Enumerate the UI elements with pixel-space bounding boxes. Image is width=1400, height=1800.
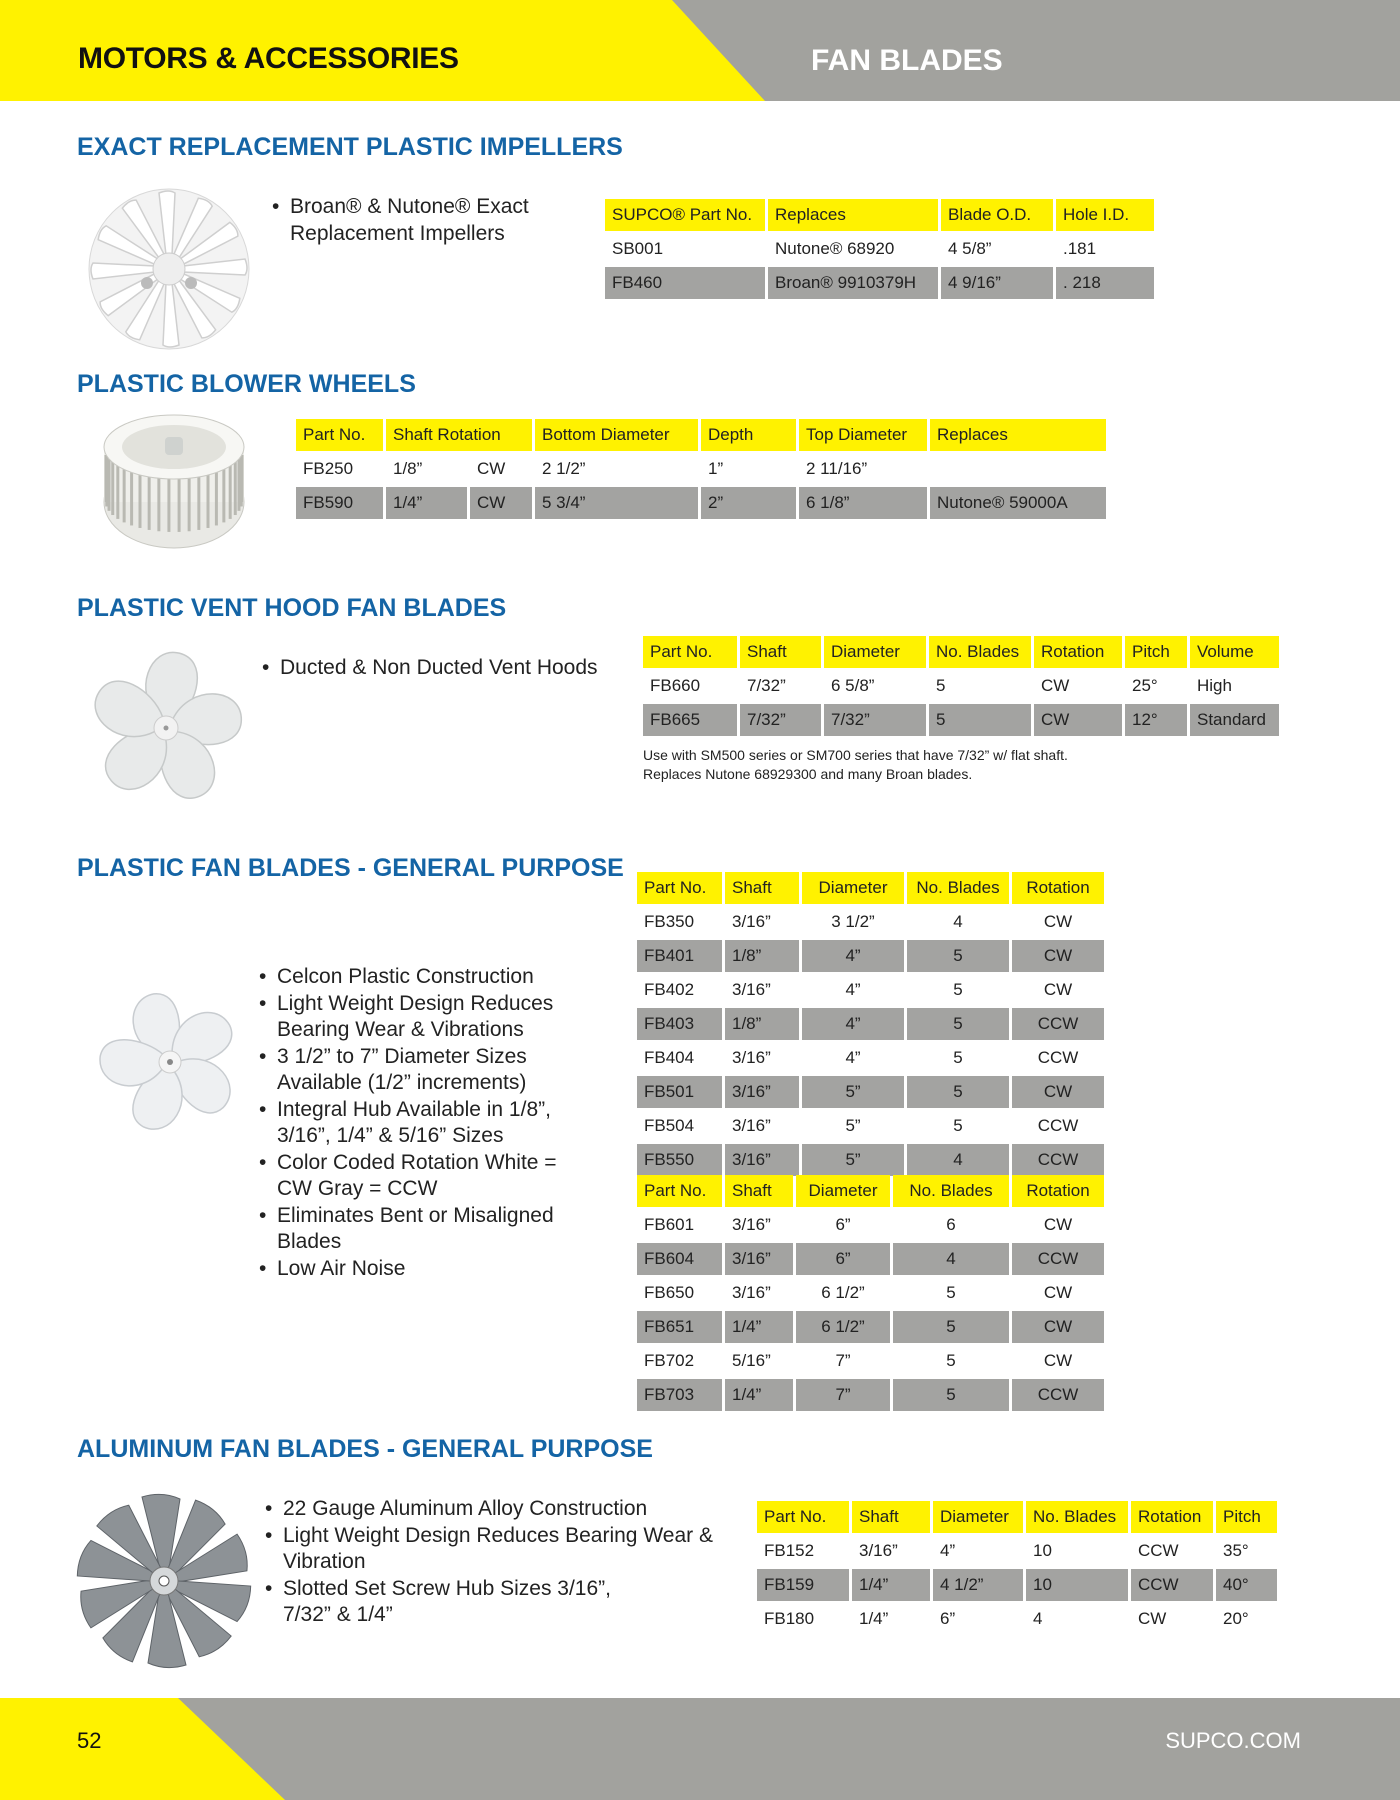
table-cell: CW (470, 451, 532, 485)
table-cell: 1/4” (852, 1567, 930, 1601)
table-row (637, 972, 1104, 1006)
table-cell: 4” (802, 972, 904, 1006)
column-header: No. Blades (893, 1175, 1009, 1207)
column-header: Pitch (1125, 636, 1187, 668)
table-cell: 5 (907, 972, 1009, 1006)
table-cell: 20° (1216, 1601, 1277, 1635)
table-cell: CW (1012, 1207, 1104, 1241)
aluminum-table (754, 1501, 1280, 1635)
table-cell: CCW (1012, 1142, 1104, 1176)
table-cell: 3/16” (725, 1241, 793, 1275)
aluminum-features (265, 1496, 745, 1629)
table-cell: 6” (933, 1601, 1023, 1635)
table-header-row (605, 199, 1154, 231)
table-row (637, 1006, 1104, 1040)
table-cell: 5 (893, 1275, 1009, 1309)
feature-item: • Celcon Plastic Construction (259, 964, 589, 991)
table-cell: FB460 (605, 265, 765, 299)
table-row (296, 451, 1106, 485)
table-cell: 7/32” (824, 702, 926, 736)
table-cell: SB001 (605, 231, 765, 265)
table-cell: 1” (701, 451, 796, 485)
table-cell: FB590 (296, 485, 383, 519)
table-row (643, 702, 1279, 736)
table-cell: FB651 (637, 1309, 722, 1343)
table-row (637, 1142, 1104, 1176)
column-header: Blade O.D. (941, 199, 1053, 231)
table-cell: 5/16” (725, 1343, 793, 1377)
table-cell: 4 1/2” (933, 1567, 1023, 1601)
column-header: Diameter (802, 872, 904, 904)
column-header: Diameter (824, 636, 926, 668)
table-cell: 2 1/2” (535, 451, 698, 485)
table-cell: 1/8” (725, 1006, 799, 1040)
table-cell: 4” (802, 1006, 904, 1040)
table-cell: FB501 (637, 1074, 722, 1108)
table-cell: . 218 (1056, 265, 1154, 299)
table-cell: FB703 (637, 1377, 722, 1411)
table-cell: CCW (1012, 1040, 1104, 1074)
table-cell: 5” (802, 1074, 904, 1108)
category-title: FAN BLADES (811, 44, 1003, 77)
table-cell: FB601 (637, 1207, 722, 1241)
table-cell: High (1190, 668, 1279, 702)
column-header: Rotation (1034, 636, 1122, 668)
table-cell: CW (470, 485, 532, 519)
column-header: Volume (1190, 636, 1279, 668)
general-features (259, 964, 589, 1282)
impellers-heading: EXACT REPLACEMENT PLASTIC IMPELLERS (77, 133, 623, 161)
table-cell: 5 (929, 668, 1031, 702)
table-cell: 1/4” (852, 1601, 930, 1635)
table-header-row (757, 1501, 1277, 1533)
website-link[interactable]: SUPCO.COM (1165, 1728, 1301, 1753)
table-cell: CW (1034, 702, 1122, 736)
venthood-note: Replaces Nutone 68929300 and many Broan blades. (643, 766, 973, 782)
table-cell: 3/16” (725, 1207, 793, 1241)
table-cell: 5 (907, 1040, 1009, 1074)
column-header: Part No. (643, 636, 737, 668)
table-row (757, 1601, 1277, 1635)
table-cell: FB403 (637, 1006, 722, 1040)
table-cell: 4” (802, 1040, 904, 1074)
table-cell: CW (1034, 668, 1122, 702)
column-header: Rotation (1131, 1501, 1213, 1533)
table-cell: 12° (1125, 702, 1187, 736)
vent-hood-fan-image (86, 648, 246, 808)
column-header: Depth (701, 419, 796, 451)
table-row (637, 1040, 1104, 1074)
column-header: Shaft (852, 1501, 930, 1533)
table-cell: 25° (1125, 668, 1187, 702)
table-cell: 6” (796, 1241, 890, 1275)
table-cell: 4” (802, 938, 904, 972)
column-header: Part No. (637, 872, 722, 904)
column-header: Part No. (296, 419, 383, 451)
table-cell: 1/4” (386, 485, 467, 519)
table-row (637, 1275, 1104, 1309)
table-cell: 1/4” (725, 1377, 793, 1411)
aluminum-heading: ALUMINUM FAN BLADES - GENERAL PURPOSE (77, 1435, 653, 1463)
column-header: No. Blades (929, 636, 1031, 668)
table-row (605, 265, 1154, 299)
table-cell: 10 (1026, 1567, 1128, 1601)
column-header: Part No. (637, 1175, 722, 1207)
table-row (296, 485, 1106, 519)
table-cell: FB402 (637, 972, 722, 1006)
aluminum-fan-blade-image (75, 1492, 253, 1670)
venthood-heading: PLASTIC VENT HOOD FAN BLADES (77, 594, 507, 622)
table-row (757, 1533, 1277, 1567)
table-cell: 5 (893, 1377, 1009, 1411)
table-cell: CW (1012, 1309, 1104, 1343)
table-row (637, 1343, 1104, 1377)
table-cell: Broan® 9910379H (768, 265, 938, 299)
table-cell: 3/16” (725, 1108, 799, 1142)
table-row (637, 938, 1104, 972)
table-cell: .181 (1056, 231, 1154, 265)
feature-item: • Eliminates Bent or Misaligned Blades (259, 1203, 589, 1256)
table-row (637, 1108, 1104, 1142)
plastic-fan-blade-image (92, 987, 247, 1137)
general-purpose-table-1 (634, 872, 1107, 1176)
feature-item: • Slotted Set Screw Hub Sizes 3/16”, 7/32” & 1/4” (265, 1576, 745, 1629)
feature-item: • Broan® & Nutone® Exact Replacement Impellers (272, 194, 552, 247)
table-cell: 4 (907, 904, 1009, 938)
table-row (637, 1309, 1104, 1343)
table-cell: 4 (1026, 1601, 1128, 1635)
column-header: Rotation (1012, 1175, 1104, 1207)
column-header: Shaft Rotation (386, 419, 532, 451)
table-cell: CW (1012, 938, 1104, 972)
table-cell: 5 (907, 938, 1009, 972)
feature-item: • Ducted & Non Ducted Vent Hoods (262, 655, 642, 682)
column-header: No. Blades (907, 872, 1009, 904)
feature-item: • Light Weight Design Reduces Bearing Wear & Vibration (265, 1523, 745, 1576)
table-cell: CCW (1012, 1377, 1104, 1411)
column-header: Bottom Diameter (535, 419, 698, 451)
table-cell: 6 1/2” (796, 1275, 890, 1309)
table-cell: 3/16” (725, 1040, 799, 1074)
column-header: SUPCO® Part No. (605, 199, 765, 231)
table-cell: CW (1131, 1601, 1213, 1635)
column-header: Pitch (1216, 1501, 1277, 1533)
table-cell: 5 (893, 1343, 1009, 1377)
table-cell: 7” (796, 1343, 890, 1377)
table-cell: FB159 (757, 1567, 849, 1601)
table-cell: FB180 (757, 1601, 849, 1635)
table-cell: CW (1012, 904, 1104, 938)
general-heading: PLASTIC FAN BLADES - GENERAL PURPOSE (77, 854, 624, 882)
table-cell: 1/8” (386, 451, 467, 485)
table-cell: 5 (929, 702, 1031, 736)
table-cell: 40° (1216, 1567, 1277, 1601)
column-header: Replaces (930, 419, 1106, 451)
table-row (637, 1074, 1104, 1108)
table-header-row (637, 872, 1104, 904)
table-row (757, 1567, 1277, 1601)
table-cell: 3 1/2” (802, 904, 904, 938)
table-cell: 4 (907, 1142, 1009, 1176)
table-row (605, 231, 1154, 265)
table-cell: FB404 (637, 1040, 722, 1074)
table-header-row (296, 419, 1106, 451)
table-cell: 5” (802, 1142, 904, 1176)
column-header: Rotation (1012, 872, 1104, 904)
table-cell: 10 (1026, 1533, 1128, 1567)
feature-item: • Low Air Noise (259, 1256, 589, 1283)
column-header: Diameter (933, 1501, 1023, 1533)
column-header: Diameter (796, 1175, 890, 1207)
table-cell: CW (1012, 1275, 1104, 1309)
table-cell: FB660 (643, 668, 737, 702)
blower-wheel-image (101, 407, 247, 551)
table-cell: CCW (1131, 1533, 1213, 1567)
table-cell: 6 1/2” (796, 1309, 890, 1343)
table-cell: CW (1012, 972, 1104, 1006)
table-cell: 7/32” (740, 702, 821, 736)
table-cell: 4” (933, 1533, 1023, 1567)
table-cell: 6 5/8” (824, 668, 926, 702)
table-cell: FB504 (637, 1108, 722, 1142)
column-header: Shaft (740, 636, 821, 668)
table-cell: 5” (802, 1108, 904, 1142)
page-number: 52 (77, 1728, 102, 1753)
feature-item: • 3 1/2” to 7” Diameter Sizes Available (1/2” increments) (259, 1044, 589, 1097)
table-cell: 5 (907, 1074, 1009, 1108)
impellers-table (602, 199, 1157, 299)
table-cell: Nutone® 68920 (768, 231, 938, 265)
table-cell: FB152 (757, 1533, 849, 1567)
table-cell: CW (1012, 1343, 1104, 1377)
vent-hood-table (640, 636, 1282, 736)
feature-item: • Color Coded Rotation White = CW Gray = CCW (259, 1150, 589, 1203)
table-row (643, 668, 1279, 702)
column-header: No. Blades (1026, 1501, 1128, 1533)
table-cell: 3/16” (725, 972, 799, 1006)
table-cell: 5 (907, 1006, 1009, 1040)
impellers-features (272, 194, 552, 247)
table-cell: FB604 (637, 1241, 722, 1275)
table-row (637, 1207, 1104, 1241)
table-cell: FB702 (637, 1343, 722, 1377)
table-cell: 4 9/16” (941, 265, 1053, 299)
column-header: Top Diameter (799, 419, 927, 451)
table-cell: 3/16” (725, 904, 799, 938)
column-header: Hole I.D. (1056, 199, 1154, 231)
feature-item: • Integral Hub Available in 1/8”, 3/16”, 1/4” & 5/16” Sizes (259, 1097, 589, 1150)
table-cell: 6 1/8” (799, 485, 927, 519)
table-cell: FB550 (637, 1142, 722, 1176)
table-row (637, 1377, 1104, 1411)
table-header-row (637, 1175, 1104, 1207)
table-cell: 3/16” (725, 1074, 799, 1108)
table-cell: FB250 (296, 451, 383, 485)
blower-heading: PLASTIC BLOWER WHEELS (77, 370, 416, 398)
table-cell: 7/32” (740, 668, 821, 702)
table-cell: 7” (796, 1377, 890, 1411)
table-cell: CCW (1131, 1567, 1213, 1601)
table-cell: 5 (907, 1108, 1009, 1142)
venthood-note: Use with SM500 series or SM700 series that have 7/32” w/ flat shaft. (643, 747, 1068, 763)
table-cell: FB665 (643, 702, 737, 736)
table-cell (930, 451, 1106, 485)
column-header: Shaft (725, 1175, 793, 1207)
table-cell: 35° (1216, 1533, 1277, 1567)
table-cell: 2 11/16” (799, 451, 927, 485)
table-cell: 5 3/4” (535, 485, 698, 519)
table-cell: 3/16” (852, 1533, 930, 1567)
blower-wheels-table (293, 419, 1109, 519)
table-cell: 3/16” (725, 1275, 793, 1309)
table-header-row (643, 636, 1279, 668)
table-cell: 6 (893, 1207, 1009, 1241)
table-cell: FB350 (637, 904, 722, 938)
table-cell: FB401 (637, 938, 722, 972)
table-cell: Nutone® 59000A (930, 485, 1106, 519)
table-cell: 4 5/8” (941, 231, 1053, 265)
table-cell: CCW (1012, 1241, 1104, 1275)
impeller-image (86, 186, 252, 352)
column-header: Part No. (757, 1501, 849, 1533)
table-cell: 1/4” (725, 1309, 793, 1343)
table-cell: 4 (893, 1241, 1009, 1275)
table-cell: 3/16” (725, 1142, 799, 1176)
venthood-features (262, 655, 642, 682)
feature-item: • 22 Gauge Aluminum Alloy Construction (265, 1496, 745, 1523)
table-cell: 5 (893, 1309, 1009, 1343)
table-cell: 1/8” (725, 938, 799, 972)
table-row (637, 904, 1104, 938)
table-cell: CCW (1012, 1006, 1104, 1040)
general-purpose-table-2 (634, 1175, 1107, 1411)
table-row (637, 1241, 1104, 1275)
table-cell: CW (1012, 1074, 1104, 1108)
table-cell: 6” (796, 1207, 890, 1241)
table-cell: FB650 (637, 1275, 722, 1309)
table-cell: 2” (701, 485, 796, 519)
section-title: MOTORS & ACCESSORIES (78, 42, 459, 75)
table-cell: Standard (1190, 702, 1279, 736)
feature-item: • Light Weight Design Reduces Bearing Wear & Vibrations (259, 991, 589, 1044)
table-cell: CCW (1012, 1108, 1104, 1142)
column-header: Replaces (768, 199, 938, 231)
column-header: Shaft (725, 872, 799, 904)
